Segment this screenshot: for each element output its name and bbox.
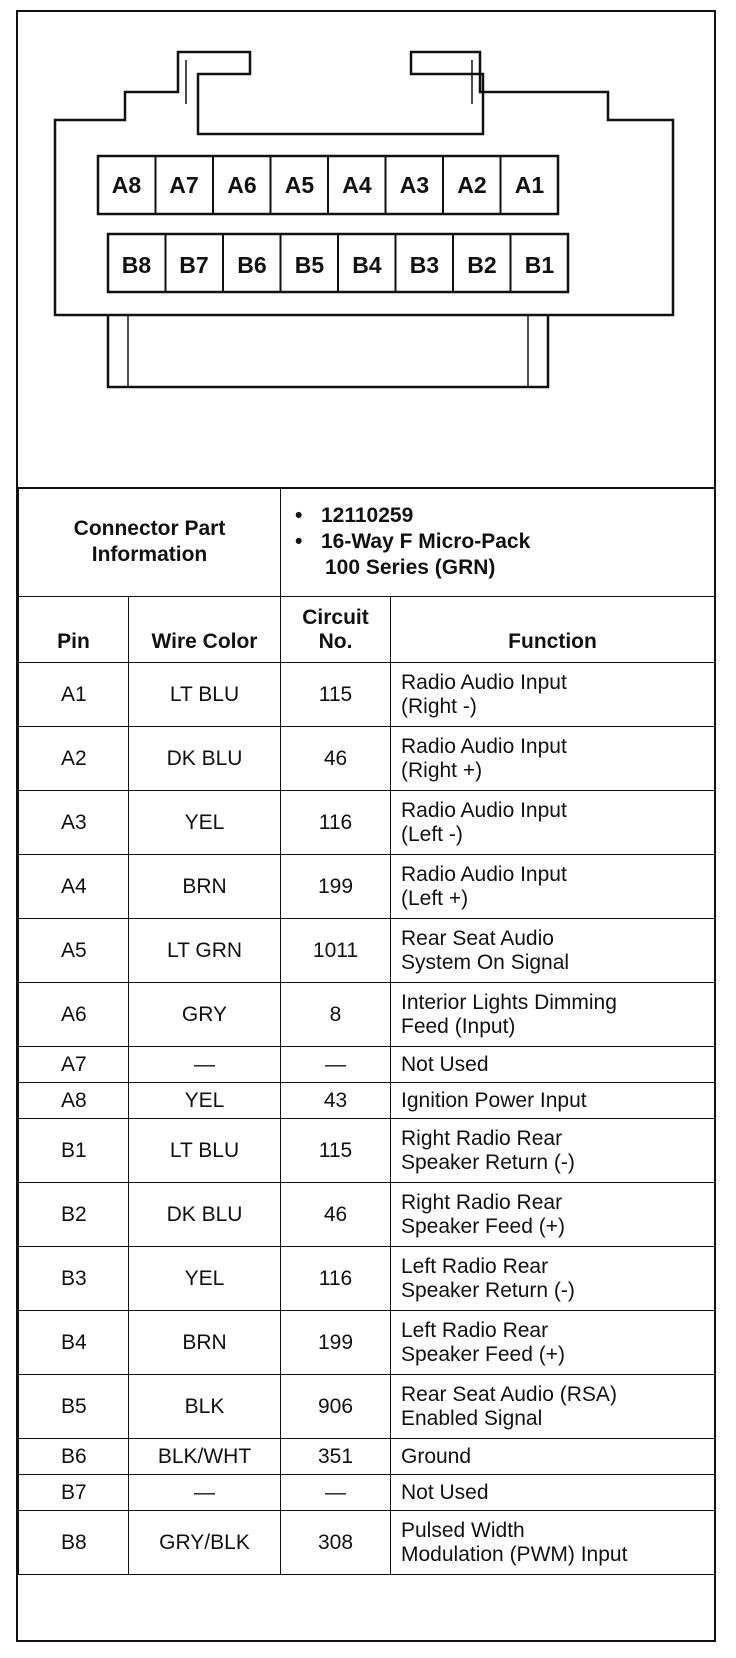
circuit-cell: —: [281, 1475, 391, 1511]
function-line: Ground: [401, 1444, 472, 1468]
table-row: [19, 1183, 715, 1247]
pin-label: B7: [179, 251, 209, 278]
function-cell: [391, 855, 715, 919]
pinout-rows: [19, 663, 715, 1575]
circuit-cell: 351: [281, 1439, 391, 1475]
pin-cell: B7: [19, 1475, 129, 1511]
wire-color-cell: LT BLU: [129, 663, 281, 727]
function-cell: [391, 1183, 715, 1247]
table-row: [19, 855, 715, 919]
function-cell: [391, 1119, 715, 1183]
function-line: (Right -): [401, 694, 477, 718]
connector-series: 100 Series (GRN): [325, 556, 496, 579]
function-cell: [391, 1083, 715, 1119]
function-cell: [391, 1047, 715, 1083]
function-line: Speaker Return (-): [401, 1150, 575, 1174]
function-cell: [391, 1375, 715, 1439]
circuit-cell: 46: [281, 727, 391, 791]
function-cell: [391, 1511, 715, 1575]
pin-cell: A2: [19, 727, 129, 791]
pin-label: B8: [121, 251, 152, 278]
wire-color-cell: YEL: [129, 1247, 281, 1311]
wire-color-cell: BLK: [129, 1375, 281, 1439]
function-line: (Right +): [401, 758, 483, 782]
pin-cell: A6: [19, 983, 129, 1047]
function-line: Feed (Input): [401, 1014, 516, 1038]
wire-color-cell: —: [129, 1475, 281, 1511]
circuit-cell: 46: [281, 1183, 391, 1247]
table-row: [19, 1439, 715, 1475]
table-row: [19, 1511, 715, 1575]
function-line: Rear Seat Audio (RSA): [401, 1382, 617, 1406]
table-row: [19, 1247, 715, 1311]
pin-cell: A1: [19, 663, 129, 727]
pin-label: B5: [294, 251, 325, 278]
table-row: [19, 983, 715, 1047]
pin-label: A1: [514, 171, 545, 198]
connector-info-label: Connector Part Information: [19, 488, 281, 597]
connector-diagram: [18, 12, 714, 489]
function-line: Right Radio Rear: [401, 1126, 563, 1150]
pin-cell: A7: [19, 1047, 129, 1083]
table-row: [19, 1375, 715, 1439]
function-cell: [391, 1247, 715, 1311]
table-row: [19, 727, 715, 791]
function-line: (Left -): [401, 822, 463, 846]
connector-info-row: [19, 488, 715, 597]
function-line: Speaker Feed (+): [401, 1214, 566, 1238]
wire-color-cell: BRN: [129, 855, 281, 919]
pin-label: B1: [524, 251, 555, 278]
pin-cell: B2: [19, 1183, 129, 1247]
function-cell: [391, 919, 715, 983]
function-line: Not Used: [401, 1052, 489, 1076]
pin-label: A5: [284, 171, 315, 198]
function-cell: [391, 983, 715, 1047]
function-line: Enabled Signal: [401, 1406, 543, 1430]
pin-label: A8: [111, 171, 142, 198]
circuit-cell: 115: [281, 1119, 391, 1183]
pin-label: A7: [169, 171, 199, 198]
function-line: Not Used: [401, 1480, 489, 1504]
pin-cell: A8: [19, 1083, 129, 1119]
function-line: Speaker Return (-): [401, 1278, 575, 1302]
pin-cell: B1: [19, 1119, 129, 1183]
pin-cell: B5: [19, 1375, 129, 1439]
circuit-cell: 116: [281, 791, 391, 855]
table-row: [19, 1475, 715, 1511]
circuit-cell: 8: [281, 983, 391, 1047]
wire-color-cell: BRN: [129, 1311, 281, 1375]
function-header: Function: [391, 597, 715, 663]
pin-cell: B6: [19, 1439, 129, 1475]
function-line: Radio Audio Input: [401, 798, 567, 822]
wire-color-header: Wire Color: [129, 597, 281, 663]
pinout-table: [18, 487, 715, 1575]
circuit-cell: 116: [281, 1247, 391, 1311]
circuit-cell: —: [281, 1047, 391, 1083]
function-cell: [391, 663, 715, 727]
pin-label: A2: [457, 171, 487, 198]
wire-color-cell: —: [129, 1047, 281, 1083]
function-line: Speaker Feed (+): [401, 1342, 566, 1366]
table-row: [19, 1083, 715, 1119]
pin-label: B6: [237, 251, 267, 278]
function-cell: [391, 727, 715, 791]
function-line: Radio Audio Input: [401, 862, 567, 886]
pin-cell: B8: [19, 1511, 129, 1575]
function-cell: [391, 1475, 715, 1511]
circuit-cell: 43: [281, 1083, 391, 1119]
table-row: [19, 919, 715, 983]
pin-label: A4: [342, 171, 372, 198]
wire-color-cell: GRY/BLK: [129, 1511, 281, 1575]
wire-color-cell: GRY: [129, 983, 281, 1047]
wire-color-cell: DK BLU: [129, 1183, 281, 1247]
wire-color-cell: DK BLU: [129, 727, 281, 791]
function-line: Right Radio Rear: [401, 1190, 563, 1214]
circuit-cell: 115: [281, 663, 391, 727]
circuit-cell: 199: [281, 1311, 391, 1375]
table-row: [19, 1119, 715, 1183]
circuit-cell: 199: [281, 855, 391, 919]
pin-cell: B4: [19, 1311, 129, 1375]
pin-label: A6: [227, 171, 257, 198]
circuit-cell: 308: [281, 1511, 391, 1575]
function-cell: [391, 1311, 715, 1375]
function-line: Interior Lights Dimming: [401, 990, 617, 1014]
wire-color-cell: LT BLU: [129, 1119, 281, 1183]
circuit-header: Circuit No.: [281, 597, 391, 663]
pin-label: B4: [352, 251, 382, 278]
pin-label: A3: [399, 171, 430, 198]
header-row: [19, 597, 715, 663]
pin-cell: A3: [19, 791, 129, 855]
wire-color-cell: LT GRN: [129, 919, 281, 983]
function-line: Ignition Power Input: [401, 1088, 587, 1112]
table-row: [19, 791, 715, 855]
function-line: System On Signal: [401, 950, 570, 974]
pin-cell: B3: [19, 1247, 129, 1311]
function-line: Radio Audio Input: [401, 670, 567, 694]
wire-color-cell: YEL: [129, 791, 281, 855]
pin-cell: A5: [19, 919, 129, 983]
connector-info-list: • 12110259 • 16-Way F Micro-Pack 100 Series (GRN): [281, 488, 715, 597]
function-line: (Left +): [401, 886, 469, 910]
connector-sheet: [16, 10, 716, 1642]
pin-cell: A4: [19, 855, 129, 919]
wire-color-cell: BLK/WHT: [129, 1439, 281, 1475]
function-line: Left Radio Rear: [401, 1318, 549, 1342]
table-row: [19, 663, 715, 727]
table-row: [19, 1047, 715, 1083]
wire-color-cell: YEL: [129, 1083, 281, 1119]
pin-label: B2: [467, 251, 497, 278]
circuit-cell: 906: [281, 1375, 391, 1439]
function-line: Modulation (PWM) Input: [401, 1542, 628, 1566]
pin-label: B3: [409, 251, 440, 278]
function-line: Rear Seat Audio: [401, 926, 554, 950]
function-line: Radio Audio Input: [401, 734, 567, 758]
pin-header: Pin: [19, 597, 129, 663]
table-row: [19, 1311, 715, 1375]
connector-type: 16-Way F Micro-Pack: [321, 530, 531, 553]
part-number: 12110259: [321, 504, 414, 527]
function-line: Pulsed Width: [401, 1518, 525, 1542]
circuit-cell: 1011: [281, 919, 391, 983]
function-line: Left Radio Rear: [401, 1254, 549, 1278]
function-cell: [391, 1439, 715, 1475]
function-cell: [391, 791, 715, 855]
